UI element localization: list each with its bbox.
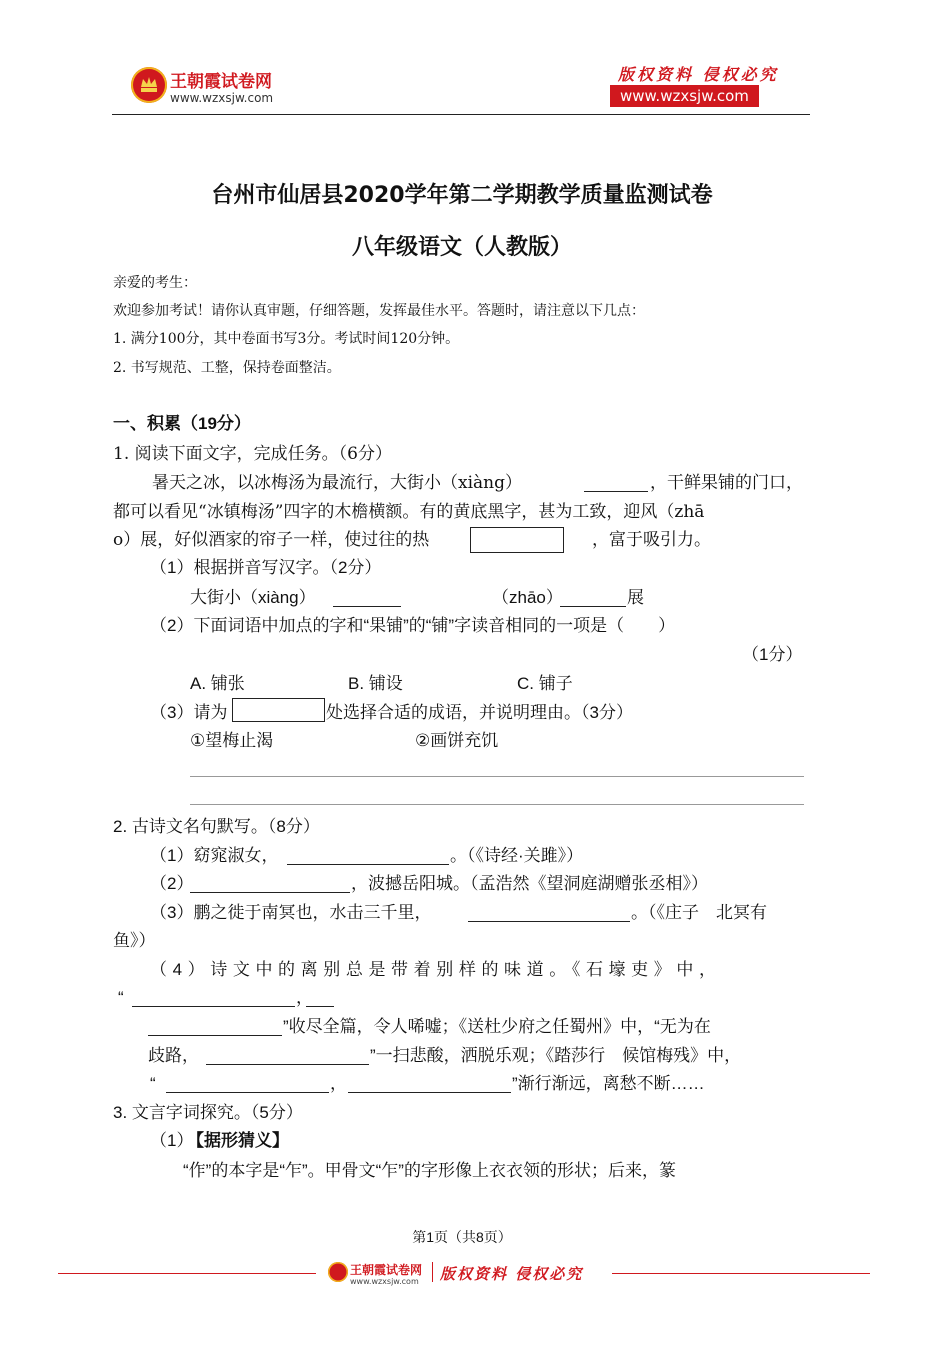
page-title: 台州市仙居县2020学年第二学期教学质量监测试卷 [211, 183, 713, 208]
q1-sub2: （2）下面词语中加点的字和“果铺”的“铺”字读音相同的一项是（ ） [150, 616, 676, 635]
q2-line3a: （3）鹏之徙于南冥也，水击三千里， [150, 903, 432, 922]
q2-blank-4a[interactable] [132, 1006, 295, 1007]
q2-line6a: 歧路， [148, 1046, 199, 1065]
q2-line5: ”收尽全篇，令人唏嘘；《送杜少府之任蜀州》中，“无为在 [283, 1017, 711, 1036]
copyright-stamp: 版权资料 侵权必究 [618, 65, 779, 84]
note-1: 1. 满分100分，其中卷面书写3分。考试时间120分钟。 [113, 331, 460, 347]
logo-seal-icon [131, 67, 167, 103]
answer-line-2[interactable] [190, 804, 804, 805]
q1-prompt: 1. 阅读下面文字，完成任务。（6分） [113, 444, 392, 464]
intro-line: 欢迎参加考试！请你认真审题，仔细答题，发挥最佳水平。答题时，请注意以下几点： [113, 303, 645, 319]
logo-name: 王朝霞试卷网 [170, 72, 272, 92]
footer-seal-icon [328, 1262, 348, 1282]
q3-sub1b: 【据形猜义】 [187, 1131, 289, 1150]
q2-blank-6a[interactable] [166, 1092, 329, 1093]
q2-line1b: 。（《诗经·关雎》） [450, 846, 584, 865]
url-banner[interactable]: www.wzxsjw.com [610, 85, 759, 107]
q2-line3c: 鱼》） [113, 931, 156, 950]
footer-logo-url[interactable]: www.wzxsjw.com [350, 1277, 419, 1286]
q2-line1a: （1）窈窕淑女， [150, 846, 279, 865]
q2-blank-1[interactable] [287, 864, 449, 865]
q1-passage-line1a: 暑天之冰，以冰梅汤为最流行，大街小（xiàng） [152, 473, 522, 493]
q1-sub1-blank-a[interactable] [333, 606, 401, 607]
header-rule [112, 114, 810, 115]
q3-sub1a: （1） [150, 1131, 194, 1150]
q1-sub3-box [232, 698, 325, 722]
footer-divider [432, 1262, 433, 1282]
q1-option-a[interactable]: A. 铺张 [190, 674, 245, 693]
q2-line4-quote: “ [118, 988, 124, 1007]
q1-sub3b: 处选择合适的成语，并说明理由。（3分） [326, 703, 633, 722]
q1-blank-xiang [584, 491, 648, 492]
q2-line7b: ， [330, 1074, 347, 1093]
crown-icon [131, 67, 167, 103]
q1-passage-line2: 都可以看见“冰镇梅汤”四字的木檐横额。有的黄底黑字，甚为工致，迎风（zhā [113, 502, 705, 522]
q3-text: “作”的本字是“乍”。甲骨文“乍”的字形像上衣衣领的形状；后来，篆 [183, 1161, 676, 1180]
q1-sub1-a: 大街小（xiàng） [190, 588, 316, 607]
q1-passage-line3b: ，富于吸引力。 [592, 530, 711, 550]
section-heading: 一、积累（19分） [113, 414, 251, 433]
q2-blank-5[interactable] [206, 1064, 369, 1065]
q2-line2a: （2） [150, 874, 194, 893]
q1-sub1-c: 展 [627, 588, 644, 607]
q2-blank-4c[interactable] [148, 1035, 282, 1036]
q1-sub1-blank-b[interactable] [560, 606, 626, 607]
q2-prompt: 2. 古诗文名句默写。（8分） [113, 817, 320, 836]
q2-blank-4b[interactable] [306, 1006, 334, 1007]
q1-sub3a: （3）请为 [150, 703, 228, 722]
greeting: 亲爱的考生： [113, 274, 197, 290]
q2-line4: （4）诗文中的离别总是带着别样的味道。《石壕吏》中， [150, 960, 722, 979]
q2-line2b: ，波撼岳阳城。（孟浩然《望洞庭湖赠张丞相》） [351, 874, 708, 893]
q2-line3b: 。（《庄子 北冥有 [631, 903, 767, 922]
q3-prompt: 3. 文言字词探究。（5分） [113, 1103, 303, 1122]
footer-rule-left [58, 1273, 316, 1274]
q1-idiom-1: ①望梅止渴 [190, 731, 274, 750]
answer-line-1[interactable] [190, 776, 804, 777]
q1-idiom-2: ②画饼充饥 [415, 731, 499, 750]
footer-rule-right [612, 1273, 870, 1274]
header [0, 0, 952, 120]
note-2: 2. 书写规范、工整，保持卷面整洁。 [113, 360, 341, 376]
q1-option-b[interactable]: B. 铺设 [348, 674, 403, 693]
q2-line7c: ”渐行渐远，离愁不断…… [512, 1074, 705, 1093]
logo-url[interactable]: www.wzxsjw.com [170, 91, 274, 105]
q1-passage-line3a: o）展，好似酒家的帘子一样，使过往的热 [113, 530, 430, 550]
q2-line7a: “ [150, 1074, 156, 1093]
q2-blank-3[interactable] [468, 921, 630, 922]
page-subtitle: 八年级语文（人教版） [351, 235, 572, 260]
q1-sub2-score: （1分） [742, 645, 803, 664]
q2-line6b: ”一扫悲酸，洒脱乐观；《踏莎行 候馆梅残》中， [370, 1046, 742, 1065]
q1-sub1: （1）根据拼音写汉字。（2分） [150, 558, 382, 577]
q2-line4-comma: ， [296, 988, 313, 1007]
q2-blank-6b[interactable] [348, 1092, 511, 1093]
footer-logo-name: 王朝霞试卷网 [350, 1263, 423, 1277]
q1-idiom-box [470, 527, 564, 553]
q1-sub1-b: （zhāo） [492, 588, 563, 607]
q1-option-c[interactable]: C. 铺子 [517, 674, 573, 693]
footer-stamp: 版权资料 侵权必究 [440, 1265, 584, 1283]
q2-blank-2[interactable] [190, 892, 350, 893]
page-number: 第1页（共8页） [412, 1229, 512, 1245]
q1-passage-line1b: ，干鲜果铺的门口， [650, 473, 803, 493]
